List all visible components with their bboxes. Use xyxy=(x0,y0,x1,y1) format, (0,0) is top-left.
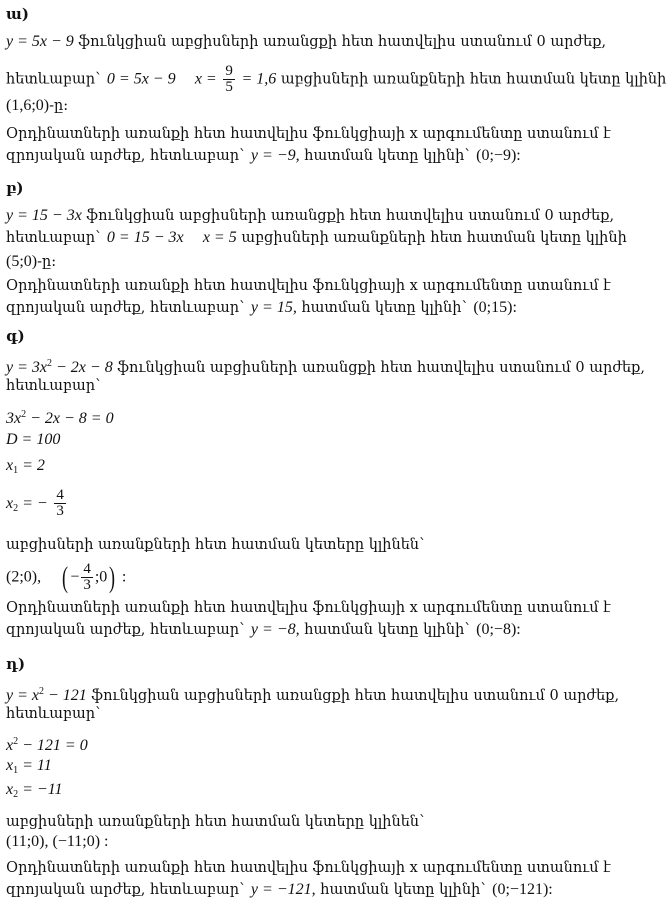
section-c-ord-line1: Օրդինատների առանքի հետ հատվելիս ֆունկցիայի x արգումենտը ստանում է xyxy=(6,600,611,616)
section-c-points: (2;0), ( − $\frac{4}{3}$ ;0) : xyxy=(6,560,127,594)
section-b-x-solution: x = 5 xyxy=(202,229,237,246)
section-c-root1: $x_1 = 2$ xyxy=(6,457,45,476)
section-d-root2: $x_2 = -11$ xyxy=(6,781,63,800)
section-b-line1 xyxy=(6,206,614,226)
section-a-x-fraction xyxy=(223,64,235,95)
section-c-y-point: (0;−8): xyxy=(476,621,521,638)
section-c-ord-line2 xyxy=(6,620,521,640)
section-b-line2-pre: հետևաբար` xyxy=(6,230,103,246)
section-c-therefore: հետևաբար` xyxy=(6,378,103,394)
section-a-line3 xyxy=(6,96,68,116)
section-a-ord-line1: Օրդինատների առանքի հետ հատվելիս ֆունկցիայի x արգումենտը ստանում է xyxy=(6,126,611,142)
section-a-y-value: y = −9, xyxy=(250,147,300,164)
section-b-ord-line2-pre: զրոյական արժեք, հետևաբար` xyxy=(6,300,247,316)
section-c-point1: (2;0), xyxy=(6,568,42,586)
section-c-root2: $x_2$ = − $\frac{4}{3}$ xyxy=(6,487,64,519)
section-c-point2-fraction: $\frac{4}{3}$ xyxy=(83,561,91,593)
section-a-ord-line2-mid: հատման կետը կլինի` xyxy=(304,148,472,164)
section-a-line1-text: ֆունկցիան աբցիսների առանցքի հետ հատվելիս ստանում 0 արժեք, xyxy=(78,34,607,50)
section-c-equation: $y = 3x^2 - 2x - 8$ xyxy=(6,358,113,376)
section-d-label: դ) xyxy=(6,655,26,673)
section-d-root1: $x_1 = 11$ xyxy=(6,757,52,776)
section-c-line1-text: ֆունկցիան աբցիսների առանցքի հետ հատվելիս ստանում 0 արժեք, xyxy=(117,360,645,376)
section-d-quadratic: $x^2 - 121 = 0$ xyxy=(6,736,88,754)
section-a-point: (1,6;0) xyxy=(6,97,50,114)
section-b-zero-eq: 0 = 15 − 3x xyxy=(106,229,184,246)
section-a-zero-eq: 0 = 5x − 9 xyxy=(106,70,176,88)
section-a-line1 xyxy=(6,32,606,52)
section-a-x-lhs: x = xyxy=(194,70,217,88)
section-c-point2-post: ;0 xyxy=(94,568,108,586)
section-a-therefore: հետևաբար` xyxy=(6,71,103,88)
section-d-y-value: y = −121, xyxy=(250,881,316,898)
section-a-line2 xyxy=(6,64,666,95)
section-b-line2-tail: աբցիսների առանքների հետ հատման կետը կլինի xyxy=(241,230,627,246)
section-d-line1-text: ֆունկցիան աբցիսների առանցքի հետ հատվելիս ստանում 0 արժեք, xyxy=(91,688,620,704)
section-b-line1-text: ֆունկցիան աբցիսների առանցքի հետ հատվելիս ստանում 0 արժեք, xyxy=(86,208,615,224)
fraction-numerator: 9 xyxy=(225,63,233,79)
section-b-ord-line2-mid: հատման կետը կլինի` xyxy=(301,300,469,316)
section-d-therefore: հետևաբար` xyxy=(6,706,103,722)
section-d-ord-line2-pre: զրոյական արժեք, հետևաբար` xyxy=(6,882,247,898)
section-a-line2-tail: աբցիսների առանքների հետ հատման կետը կլինի xyxy=(280,71,666,88)
section-b-equation: y = 15 − 3x xyxy=(6,207,82,224)
section-c-discriminant: D = 100 xyxy=(6,431,61,448)
section-b-y-point: (0;15): xyxy=(473,299,517,316)
section-c-quadratic: $3x^2 - 2x - 8 = 0$ xyxy=(6,409,114,427)
fraction-denominator: 5 xyxy=(225,79,233,95)
section-d-y-point: (0;−121): xyxy=(492,881,553,898)
section-a-y-point: (0;−9): xyxy=(476,147,521,164)
section-b-point: (5;0) xyxy=(6,253,38,270)
section-b-y-value: y = 15, xyxy=(250,299,297,316)
section-c-label: գ) xyxy=(6,327,25,345)
section-c-point2-pre: − xyxy=(70,568,80,586)
section-c-y-value: y = −8, xyxy=(250,621,300,638)
section-b-ord-line2 xyxy=(6,298,517,318)
section-b-point-suffix: -ը: xyxy=(37,254,57,270)
section-b-line3 xyxy=(6,252,56,272)
section-d-ord-line2-mid: հատման կետը կլինի` xyxy=(320,882,488,898)
section-d-equation: $y = x^2 - 121$ xyxy=(6,686,87,704)
section-c-line1 xyxy=(6,354,645,378)
section-d-points: (11;0), (−11;0) : xyxy=(6,833,109,850)
section-a-x-rhs: = 1,6 xyxy=(241,70,277,88)
section-c-ord-line2-pre: զրոյական արժեք, հետևաբար` xyxy=(6,622,247,638)
section-a-ord-line2 xyxy=(6,146,521,166)
section-b-line2 xyxy=(6,228,627,248)
section-d-ord-line1: Օրդինատների առանքի հետ հատվելիս ֆունկցիայի x արգումենտը ստանում է xyxy=(6,860,611,876)
section-a-ord-line2-pre: զրոյական արժեք, հետևաբար` xyxy=(6,148,247,164)
section-d-points-label: աբցիսների առանքների հետ հատման կետերը կլինեն` xyxy=(6,814,427,830)
section-c-ord-line2-mid: հատման կետը կլինի` xyxy=(304,622,472,638)
section-a-label: ա) xyxy=(6,5,29,23)
section-d-ord-line2 xyxy=(6,880,553,900)
section-a-point-suffix: -ը: xyxy=(49,98,69,114)
section-a-equation: y = 5x − 9 xyxy=(6,33,74,50)
section-b-ord-line1: Օրդինատների առանքի հետ հատվելիս ֆունկցիայի x արգումենտը ստանում է xyxy=(6,278,611,294)
section-d-line1 xyxy=(6,682,619,706)
section-c-points-label: աբցիսների առանքների հետ հատման կետերը կլինեն` xyxy=(6,537,427,553)
section-b-label: բ) xyxy=(6,179,24,197)
section-c-root2-fraction: $\frac{4}{3}$ xyxy=(56,487,64,519)
